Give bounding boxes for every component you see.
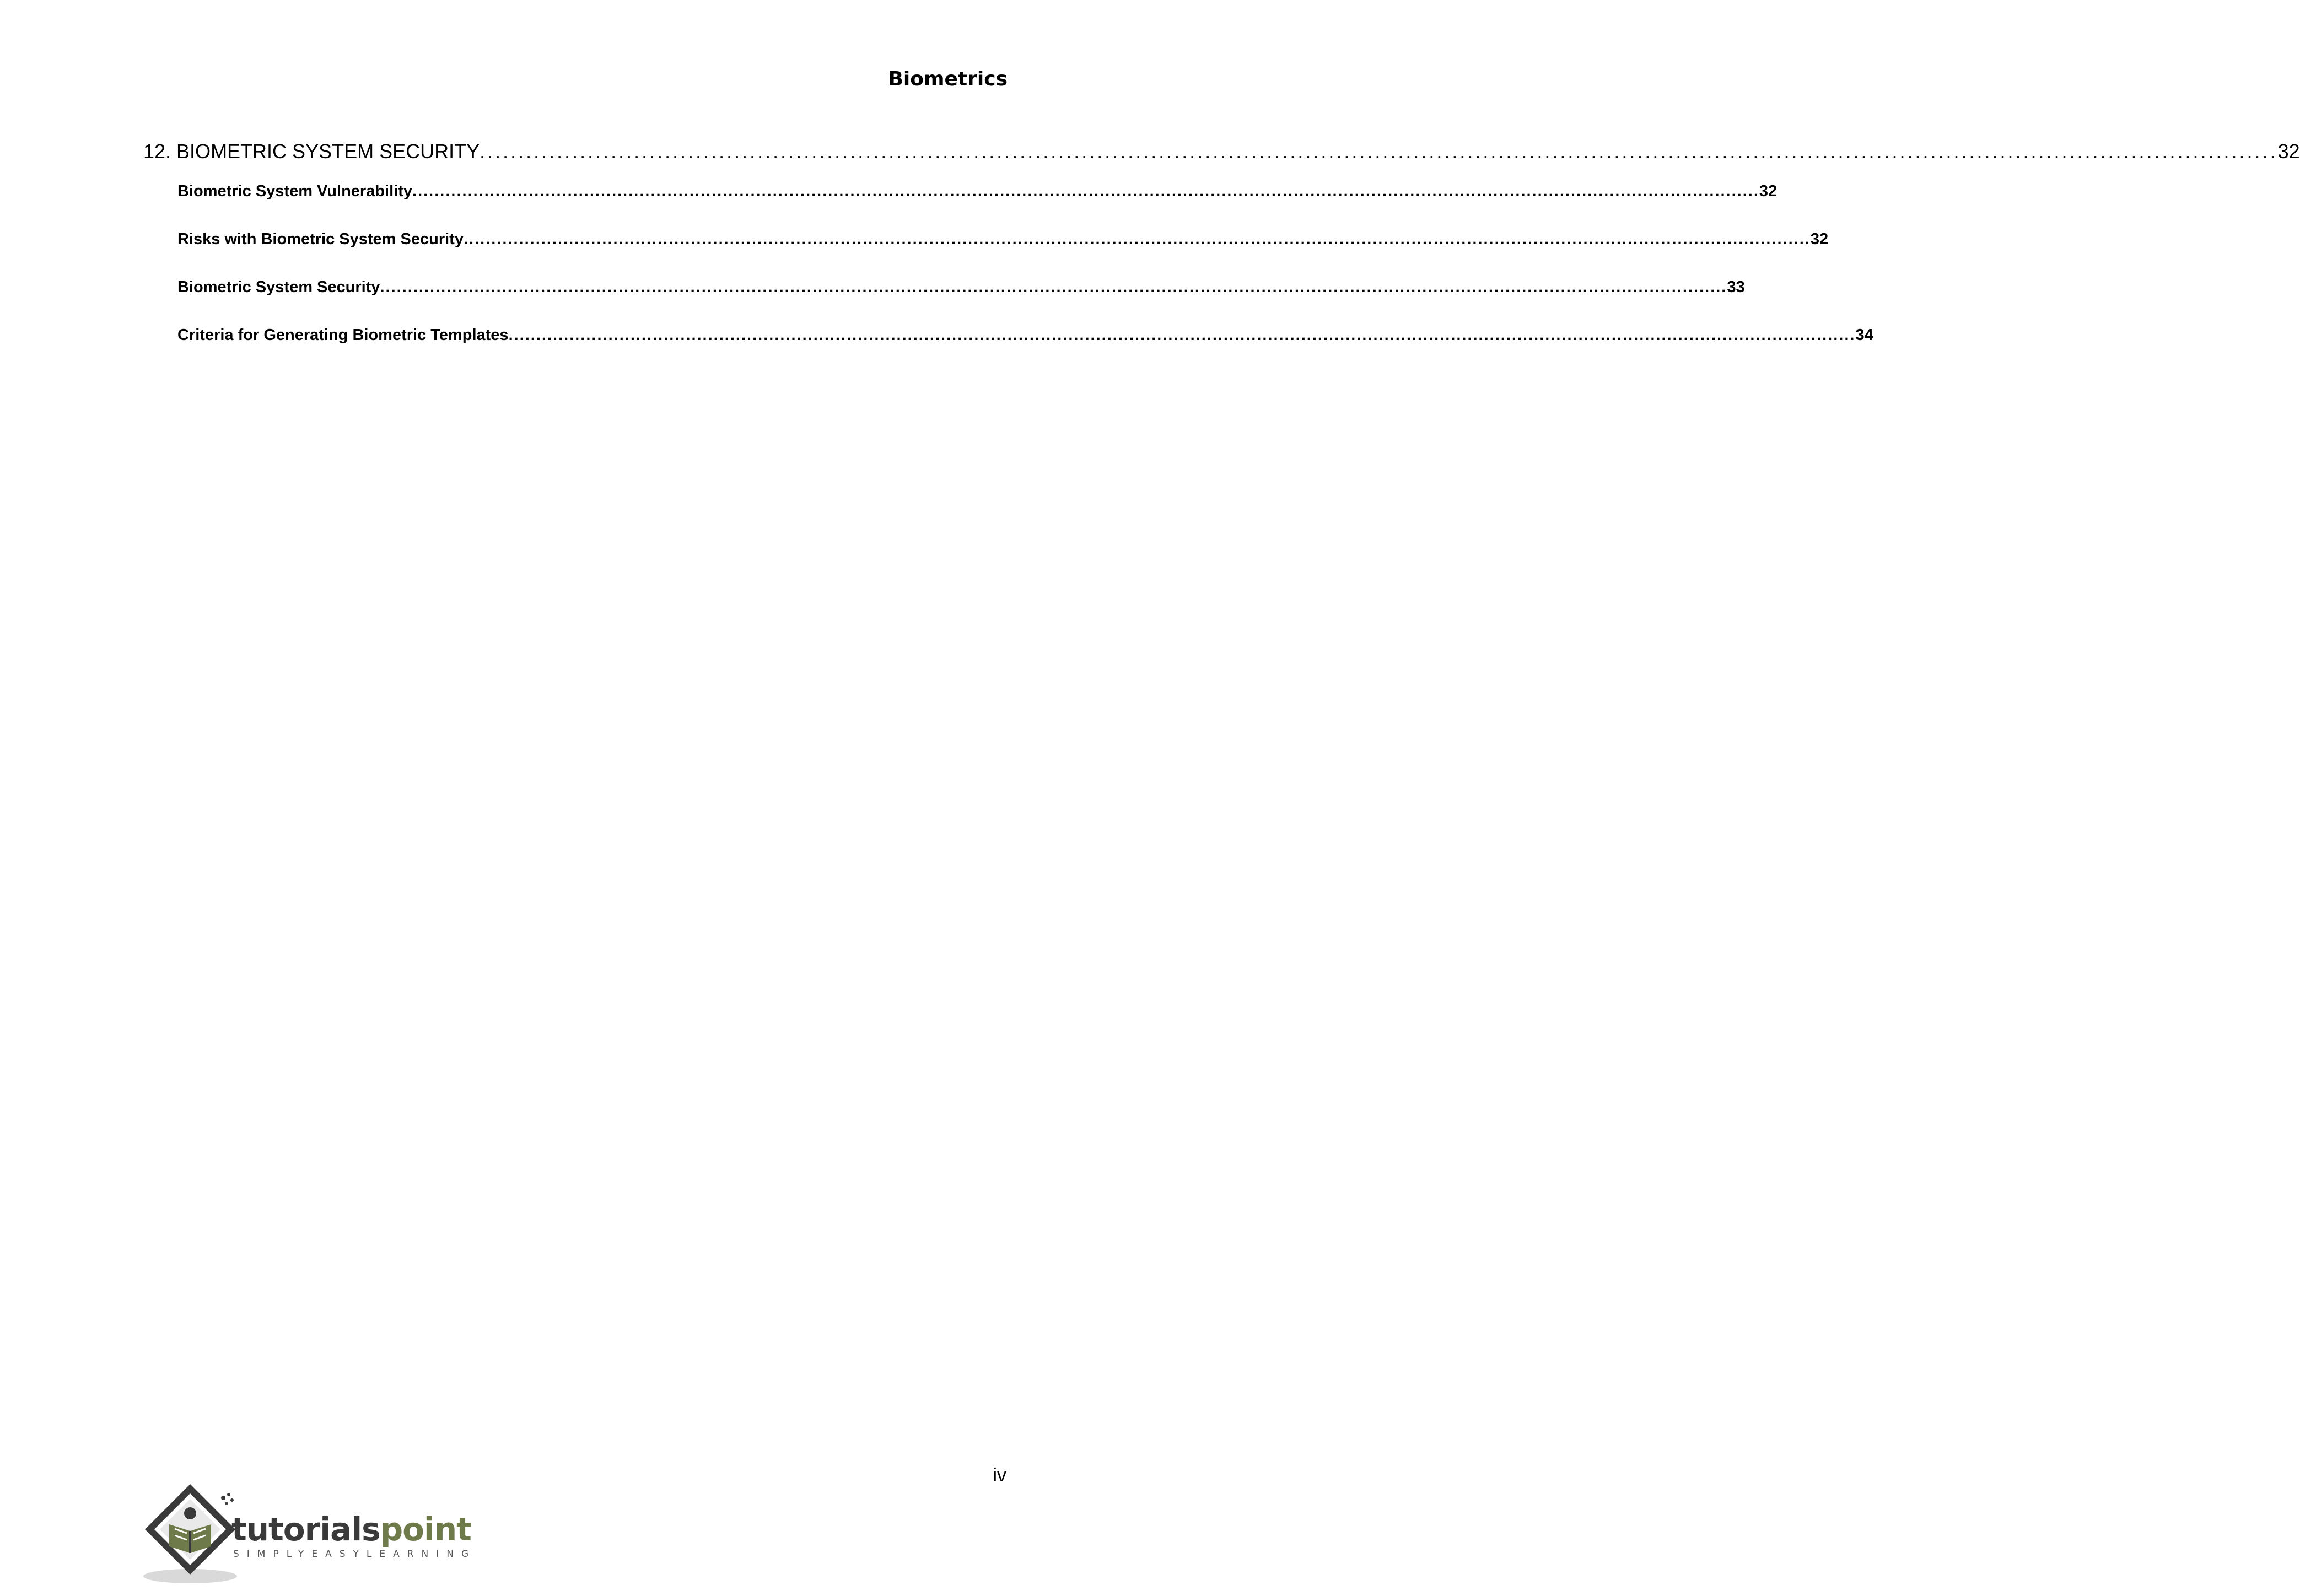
page-number: iv	[993, 1465, 1006, 1486]
toc-section-page: 34	[1855, 326, 1873, 344]
dot-leader: ...................................................................................................................................................................................................................................................	[508, 326, 1856, 344]
toc-section-list	[143, 179, 1873, 347]
dot-leader: .........................................................................................................................................................................................................................................	[480, 140, 2278, 163]
toc-section-title: Criteria for Generating Biometric Templates	[177, 326, 509, 344]
toc-section-title: Biometric System Security	[177, 278, 380, 296]
dot-leader: ...................................................................................................................................................................................................................................................	[412, 182, 1759, 200]
toc-chapter-page: 32	[2277, 140, 2300, 163]
toc-section-entry[interactable]	[177, 179, 1777, 203]
running-header: Biometrics	[888, 68, 1008, 90]
logo-tagline: SIMPLYEASYLEARNING	[233, 1549, 477, 1560]
toc-chapter-title: 12. BIOMETRIC SYSTEM SECURITY	[143, 140, 480, 163]
tutorialspoint-logo-icon	[141, 1481, 240, 1586]
table-of-contents	[143, 135, 2300, 347]
dot-leader: ...................................................................................................................................................................................................................................................	[380, 278, 1727, 296]
toc-section-page: 33	[1727, 278, 1745, 296]
toc-section-title: Risks with Biometric System Security	[177, 230, 464, 248]
toc-section-entry[interactable]	[177, 323, 1873, 347]
toc-section-page: 32	[1810, 230, 1829, 248]
toc-section-title: Biometric System Vulnerability	[177, 182, 413, 200]
toc-chapter-entry[interactable]	[143, 135, 2300, 168]
dot-leader: ...................................................................................................................................................................................................................................................	[463, 230, 1811, 248]
tutorialspoint-logo	[141, 1481, 477, 1586]
logo-wordmark: tutorialspoint	[231, 1511, 471, 1548]
toc-section-entry[interactable]	[177, 227, 1829, 251]
toc-section-entry[interactable]	[177, 275, 1745, 299]
toc-section-page: 32	[1759, 182, 1777, 200]
